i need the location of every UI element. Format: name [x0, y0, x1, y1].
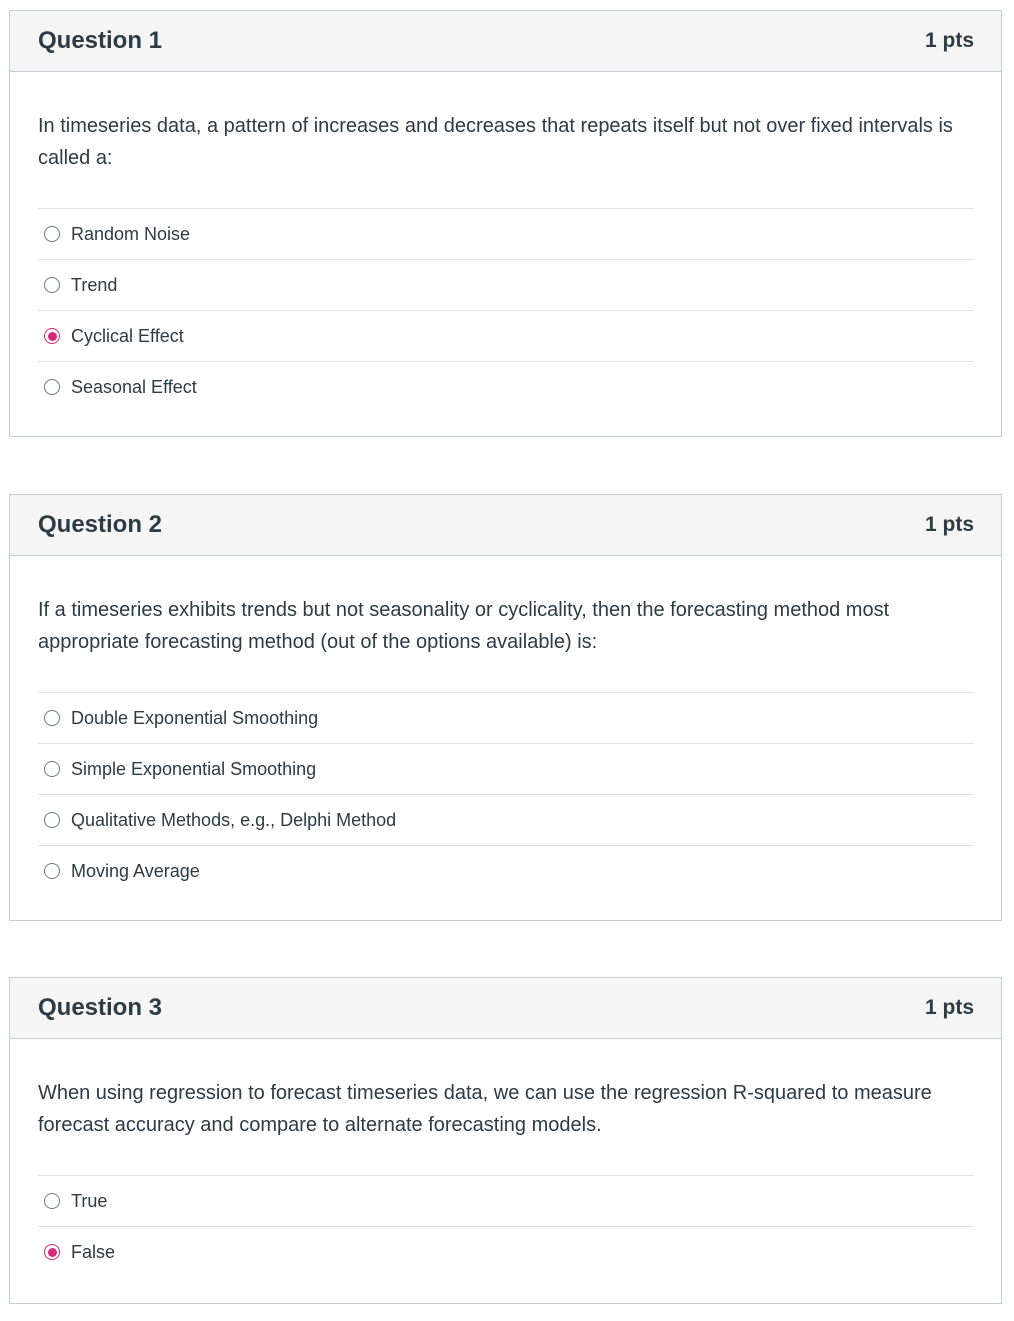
radio-button-icon[interactable] [44, 379, 60, 395]
question-1 [9, 10, 1002, 437]
answer-option[interactable] [38, 1176, 974, 1227]
question-3 [9, 977, 1002, 1304]
question-title: Question 3 [38, 994, 163, 1021]
question-title: Question 1 [38, 27, 163, 54]
answer-label: Random Noise [71, 223, 191, 244]
question-text: When using regression to forecast timeseries data, we can use the regression R-squared to measure forecast accuracy and compare to alternate forecasting models. [38, 1082, 932, 1136]
answer-label: Trend [71, 274, 118, 295]
answer-option[interactable] [38, 846, 974, 896]
radio-button-selected-icon[interactable] [44, 328, 60, 344]
radio-button-icon[interactable] [44, 226, 60, 242]
answer-option[interactable] [38, 311, 974, 362]
question-title: Question 2 [38, 511, 163, 538]
radio-button-icon[interactable] [44, 710, 60, 726]
answer-option[interactable] [38, 260, 974, 311]
answer-list [38, 692, 974, 896]
answer-label: Double Exponential Smoothing [71, 707, 319, 728]
radio-button-selected-icon[interactable] [44, 1244, 60, 1260]
question-text: In timeseries data, a pattern of increases and decreases that repeats itself but not over fixed intervals is called a: [38, 115, 953, 169]
answer-list [38, 208, 974, 412]
answer-label: Cyclical Effect [71, 325, 184, 346]
answer-label: Qualitative Methods, e.g., Delphi Method [71, 809, 397, 830]
answer-option[interactable] [38, 693, 974, 744]
answer-option[interactable] [38, 209, 974, 260]
answer-label: True [71, 1190, 108, 1211]
answer-label: False [71, 1241, 116, 1262]
question-points: 1 pts [924, 29, 974, 52]
answer-label: Seasonal Effect [71, 376, 197, 397]
answer-option[interactable] [38, 744, 974, 795]
question-header [10, 495, 1001, 556]
question-2 [9, 494, 1002, 921]
question-points: 1 pts [924, 513, 974, 536]
radio-button-icon[interactable] [44, 863, 60, 879]
answer-label: Simple Exponential Smoothing [71, 758, 317, 779]
answer-option[interactable] [38, 1227, 974, 1277]
answer-label: Moving Average [71, 860, 200, 881]
radio-button-icon[interactable] [44, 761, 60, 777]
answer-option[interactable] [38, 795, 974, 846]
radio-button-icon[interactable] [44, 1193, 60, 1209]
radio-button-icon[interactable] [44, 812, 60, 828]
question-header [10, 978, 1001, 1039]
question-text: If a timeseries exhibits trends but not seasonality or cyclicality, then the forecasting method most appropriate forecasting method (out of the options available) is: [38, 599, 890, 653]
question-header [10, 11, 1001, 72]
radio-button-icon[interactable] [44, 277, 60, 293]
answer-list [38, 1175, 974, 1277]
answer-option[interactable] [38, 362, 974, 412]
question-points: 1 pts [924, 996, 974, 1019]
